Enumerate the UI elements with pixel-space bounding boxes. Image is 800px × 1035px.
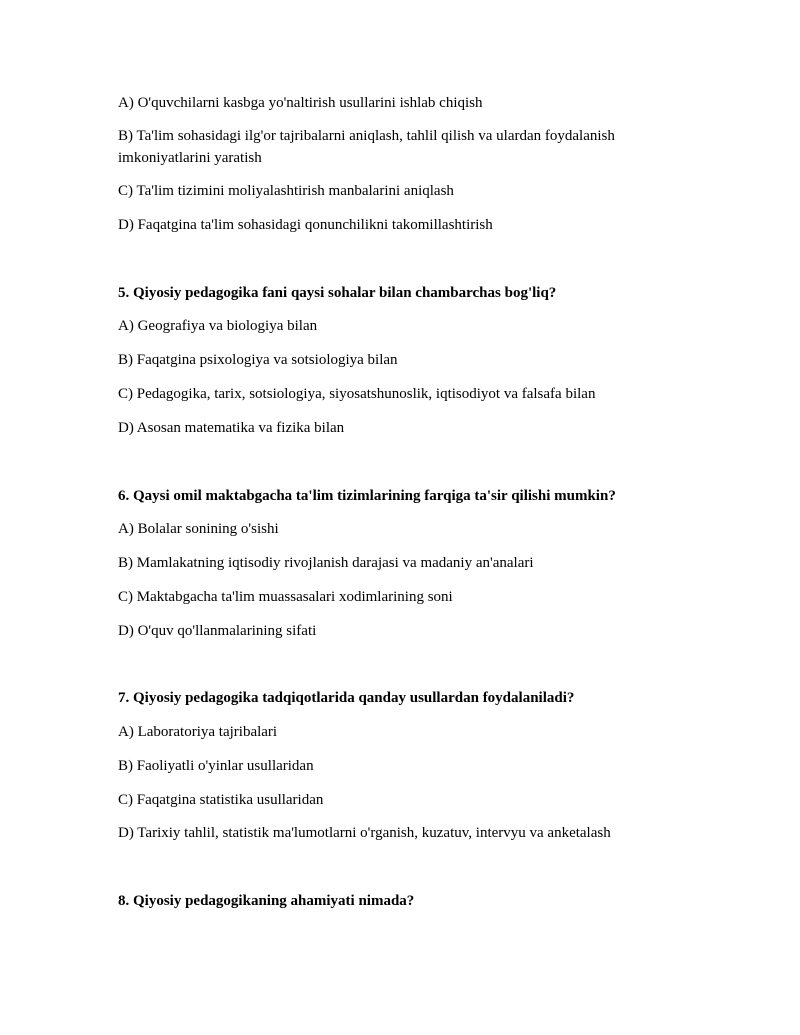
question-5-text: 5. Qiyosiy pedagogika fani qaysi sohalar bilan chambarchas bog'liq? (118, 285, 557, 301)
question-7-option-b: B) Faoliyatli o'yinlar usullaridan (118, 758, 314, 774)
option-b-prev-continued: imkoniyatlarini yaratish (118, 150, 262, 166)
question-6-option-d: D) O'quv qo'llanmalarining sifati (118, 623, 317, 639)
question-5-option-d: D) Asosan matematika va fizika bilan (118, 420, 345, 436)
option-b-prev: B) Ta'lim sohasidagi ilg'or tajribalarni aniqlash, tahlil qilish va ulardan foydalanish (118, 128, 615, 144)
question-6-text: 6. Qaysi omil maktabgacha ta'lim tizimlarining farqiga ta'sir qilishi mumkin? (118, 488, 616, 504)
option-c-prev: C) Ta'lim tizimini moliyalashtirish manbalarini aniqlash (118, 183, 454, 199)
question-8-text: 8. Qiyosiy pedagogikaning ahamiyati nimada? (118, 893, 415, 909)
question-7-option-d: D) Tarixiy tahlil, statistik ma'lumotlarni o'rganish, kuzatuv, intervyu va anketalash (118, 825, 611, 841)
question-5-option-b: B) Faqatgina psixologiya va sotsiologiya bilan (118, 352, 398, 368)
question-7-option-a: A) Laboratoriya tajribalari (118, 724, 278, 740)
question-6-option-b: B) Mamlakatning iqtisodiy rivojlanish darajasi va madaniy an'analari (118, 555, 534, 571)
question-6-option-a: A) Bolalar sonining o'sishi (118, 521, 279, 537)
question-6-option-c: C) Maktabgacha ta'lim muassasalari xodimlarining soni (118, 589, 453, 605)
option-a-prev: A) O'quvchilarni kasbga yo'naltirish usullarini ishlab chiqish (118, 95, 483, 111)
question-7-option-c: C) Faqatgina statistika usullaridan (118, 792, 324, 808)
question-5-option-c: C) Pedagogika, tarix, sotsiologiya, siyosatshunoslik, iqtisodiyot va falsafa bilan (118, 386, 596, 402)
question-7-text: 7. Qiyosiy pedagogika tadqiqotlarida qanday usullardan foydalaniladi? (118, 690, 575, 706)
question-5-option-a: A) Geografiya va biologiya bilan (118, 318, 318, 334)
option-d-prev: D) Faqatgina ta'lim sohasidagi qonunchilikni takomillashtirish (118, 217, 493, 233)
